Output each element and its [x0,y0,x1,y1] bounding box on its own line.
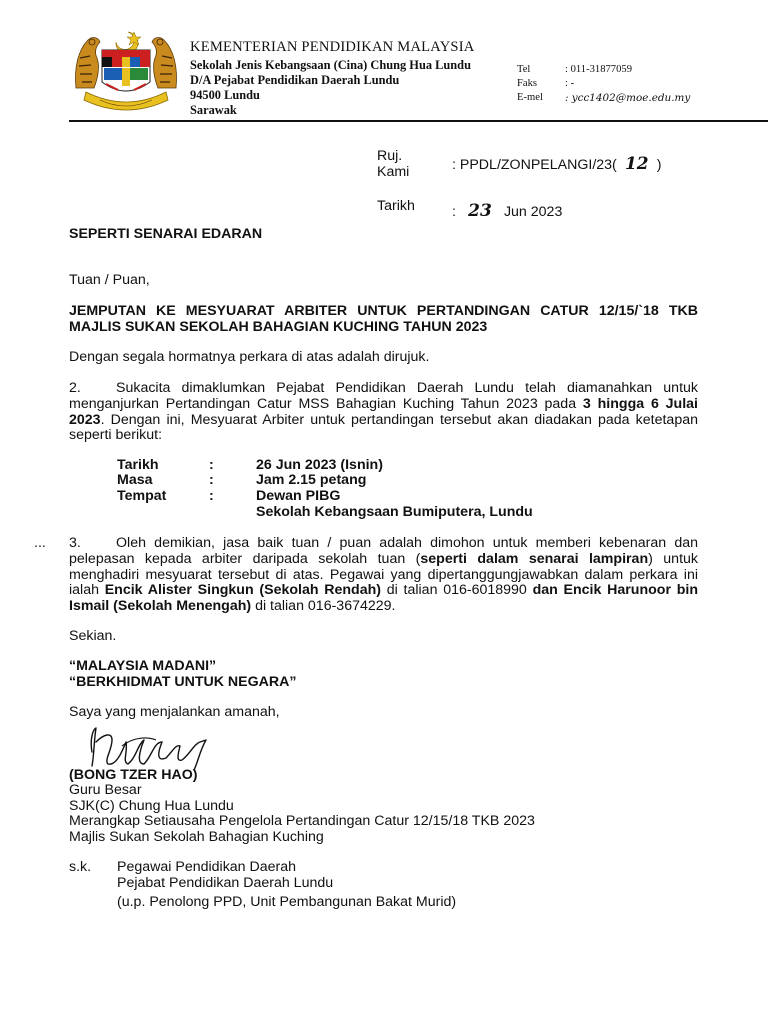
signatory-name: (BONG TZER HAO) [69,767,198,783]
letterhead-divider [69,120,768,122]
contact-value-tel: : 011-31877059 [565,64,632,75]
paragraph-bold-contact-1: Encik Alister Singkun (Sekolah Rendah) [104,582,382,599]
signatory-school: SJK(C) Chung Hua Lundu [69,798,234,814]
ref-number-handwritten: 12 [624,154,649,174]
paragraph-text: Sukacita dimaklumkan Pejabat Pendidikan Daerah Lundu telah diamanahkan untuk menganjurkan Pertandingan Catur MSS Bahagian Kuching Tahun 2023 pada [69,380,698,412]
cc-line: Pejabat Pendidikan Daerah Lundu [117,875,334,891]
paragraph-number: 3. [69,535,81,551]
trust-line: Saya yang menjalankan amanah, [69,704,280,720]
paragraph-text: Oleh demikian, jasa baik tuan / puan adalah dimohon untuk memberi kebenaran dan pelepasan kepada arbiter daripada sekolah tuan ( [69,535,698,567]
school-address-line: Sekolah Jenis Kebangsaan (Cina) Chung Hua Lundu [190,58,471,72]
detail-colon: : [209,472,214,488]
paragraph-1: Dengan segala hormatnya perkara di atas adalah dirujuk. [69,349,430,365]
date-day-handwritten: 23 [468,201,492,221]
school-address-line: 94500 Lundu [190,88,260,102]
detail-label-venue: Tempat [117,488,167,504]
paragraph-bold-attachment: seperti dalam senarai lampiran [420,550,649,567]
detail-value-venue: Dewan PIBG [256,488,341,504]
detail-colon: : [209,488,214,504]
jata-negara-crest [70,28,182,112]
subject-line-2: MAJLIS SUKAN SEKOLAH BAHAGIAN KUCHING TAHUN 2023 [69,319,488,335]
contact-label-fax: Faks [517,78,538,89]
paragraph-bold-contact-2: dan Encik Harunoor bin Ismail (Sekolah Menengah) [69,582,698,615]
handwritten-signature [82,722,222,772]
ref-label-kami: Kami [377,164,410,180]
cc-line: Pegawai Pendidikan Daerah [117,859,297,875]
detail-value-time: Jam 2.15 petang [256,472,367,488]
signatory-title: Guru Besar [69,782,142,798]
paragraph-2 [69,381,698,444]
date-month-year: Jun 2023 [503,204,563,220]
cc-line: (u.p. Penolong PPD, Unit Pembangunan Bakat Murid) [117,894,457,910]
ref-number-close: ) [656,157,662,173]
subject-line-1: JEMPUTAN KE MESYUARAT ARBITER UNTUK PERTANDINGAN CATUR 12/15/`18 TKB [69,303,698,319]
detail-colon: : [209,457,214,473]
detail-label-time: Masa [117,472,153,488]
paragraph-3 [69,536,698,615]
school-address-line: D/A Pejabat Pendidikan Daerah Lundu [190,73,400,87]
paragraph-bold-date: 3 hingga 6 Julai 2023 [69,395,699,428]
ref-value [452,154,662,174]
school-address-line: Sarawak [190,103,237,117]
date-value [452,201,563,221]
slogan-madani: “MALAYSIA MADANI” [69,658,217,674]
ref-label: Ruj. [377,148,403,164]
contact-label-email: E-mel [517,92,543,103]
paragraph-text: . Dengan ini, Mesyuarat Arbiter untuk pertandingan tersebut akan diadakan pada ketetapan seperti berikut: [69,411,698,444]
paragraph-text: di talian 016-6018990 [381,582,533,599]
paragraph-number: 2. [69,380,81,396]
cc-label: s.k. [69,859,92,875]
signatory-council: Majlis Sukan Sekolah Bahagian Kuching [69,829,324,845]
ministry-name: KEMENTERIAN PENDIDIKAN MALAYSIA [190,39,475,55]
date-label: Tarikh [377,198,415,214]
contact-value-fax: : - [565,78,575,89]
ref-number-prefix: : PPDL/ZONPELANGI/23( [452,157,617,173]
slogan-berkhidmat: “BERKHIDMAT UNTUK NEGARA” [69,674,297,690]
salutation: Tuan / Puan, [69,272,150,288]
recipient-heading: SEPERTI SENARAI EDARAN [69,226,263,242]
closing: Sekian. [69,628,117,644]
detail-label-date: Tarikh [117,457,159,473]
contact-value-email: : ycc1402@moe.edu.my [565,92,691,104]
margin-mark: ... [34,535,46,551]
contact-label-tel: Tel [517,64,531,75]
paragraph-text: ) untuk menghadiri mesyuarat tersebut di atas. Pegawai yang dipertanggungjawabkan dalam perkara ini ialah [69,550,698,599]
detail-value-date: 26 Jun 2023 (Isnin) [256,457,383,473]
date-colon: : [452,204,456,220]
paragraph-text: di talian 016-3674229. [251,598,396,615]
detail-value-venue-school: Sekolah Kebangsaan Bumiputera, Lundu [256,504,533,520]
signatory-role: Merangkap Setiausaha Pengelola Pertandingan Catur 12/15/18 TKB 2023 [69,813,535,829]
